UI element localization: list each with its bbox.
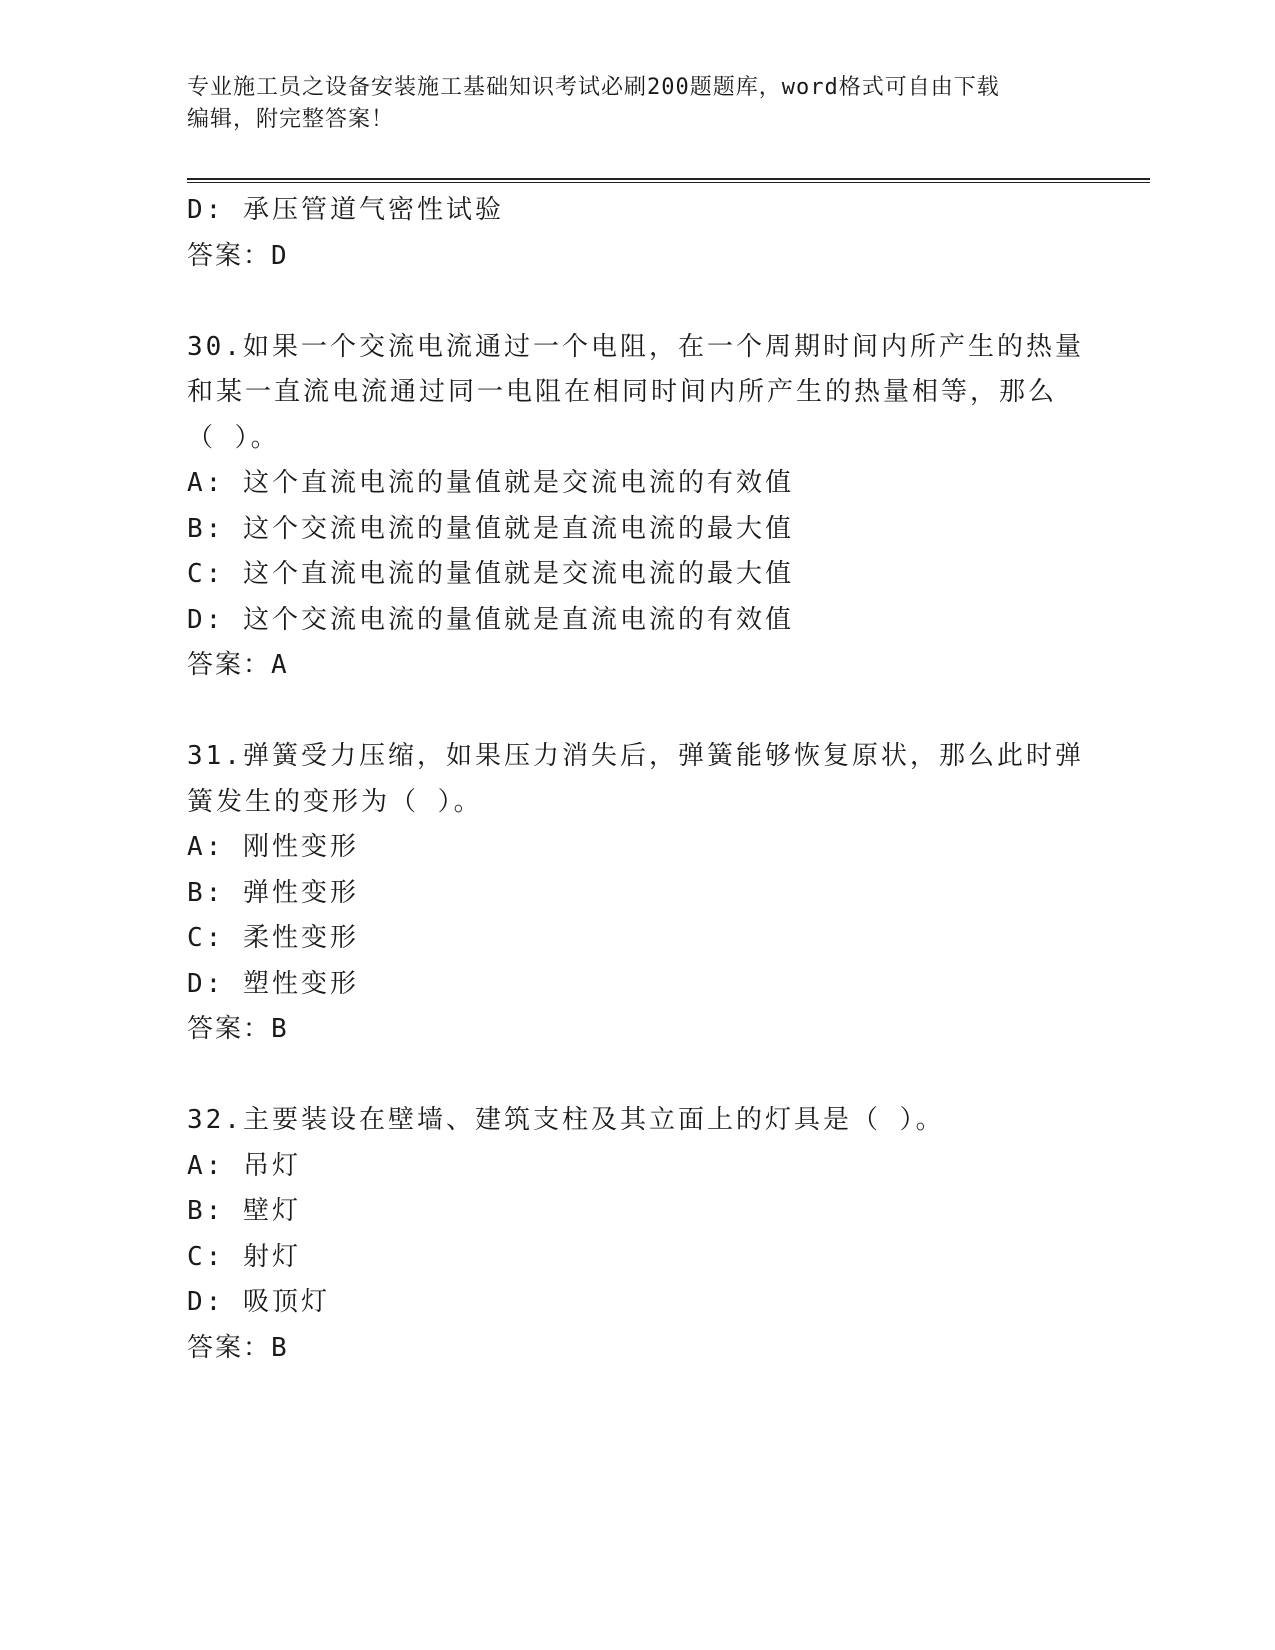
header-line-1: 专业施工员之设备安装施工基础知识考试必刷200题题库，word格式可自由下载: [187, 75, 1000, 100]
spacer: [187, 689, 1087, 735]
answer-line: 答案：B: [187, 1014, 289, 1044]
question-block: [187, 325, 1087, 689]
option-d: D: 吸顶灯: [187, 1287, 330, 1317]
header-divider: [187, 178, 1150, 183]
option-b: B: 弹性变形: [187, 877, 359, 908]
answer-line: 答案：B: [187, 1332, 289, 1363]
option-a: A: 吊灯: [187, 1150, 301, 1181]
option-d: D: 塑性变形: [187, 968, 359, 999]
question-line: 30.如果一个交流电流通过一个电阻，在一个周期时间内所产生的热量: [187, 331, 1084, 362]
header-line-2: 编辑，附完整答案！: [187, 107, 395, 132]
question-line: 簧发生的变形为（ ）。: [187, 786, 483, 817]
option-b: B: 壁灯: [187, 1196, 301, 1226]
spacer: [187, 279, 1087, 325]
option-c: C: 柔性变形: [187, 923, 359, 953]
document-header: [187, 72, 1087, 136]
question-text: [187, 734, 1087, 825]
question-block: [187, 734, 1087, 1053]
question-list: [187, 188, 1087, 1371]
option-a: A: 这个直流电流的量值就是交流电流的有效值: [187, 468, 794, 498]
option-c: C: 射灯: [187, 1241, 301, 1272]
spacer: [187, 1053, 1087, 1099]
answer-line: 答案：D: [187, 240, 289, 271]
question-block: [187, 1098, 1087, 1371]
answer-line: 答案：A: [187, 650, 289, 680]
question-line: 31.弹簧受力压缩，如果压力消失后，弹簧能够恢复原状，那么此时弹: [187, 741, 1084, 771]
option-c: C: 这个直流电流的量值就是交流电流的最大值: [187, 559, 794, 589]
option-d: D: 承压管道气密性试验: [187, 195, 504, 225]
question-text: [187, 1098, 1087, 1144]
question-line: 和某一直流电流通过同一电阻在相同时间内所产生的热量相等，那么: [187, 377, 1058, 407]
question-line: 32.主要装设在壁墙、建筑支柱及其立面上的灯具是（ ）。: [187, 1105, 945, 1135]
question-text: [187, 325, 1087, 462]
option-a: A: 刚性变形: [187, 832, 359, 862]
question-line: （ ）。: [187, 422, 280, 453]
option-b: B: 这个交流电流的量值就是直流电流的最大值: [187, 513, 794, 544]
option-d: D: 这个交流电流的量值就是直流电流的有效值: [187, 604, 794, 635]
